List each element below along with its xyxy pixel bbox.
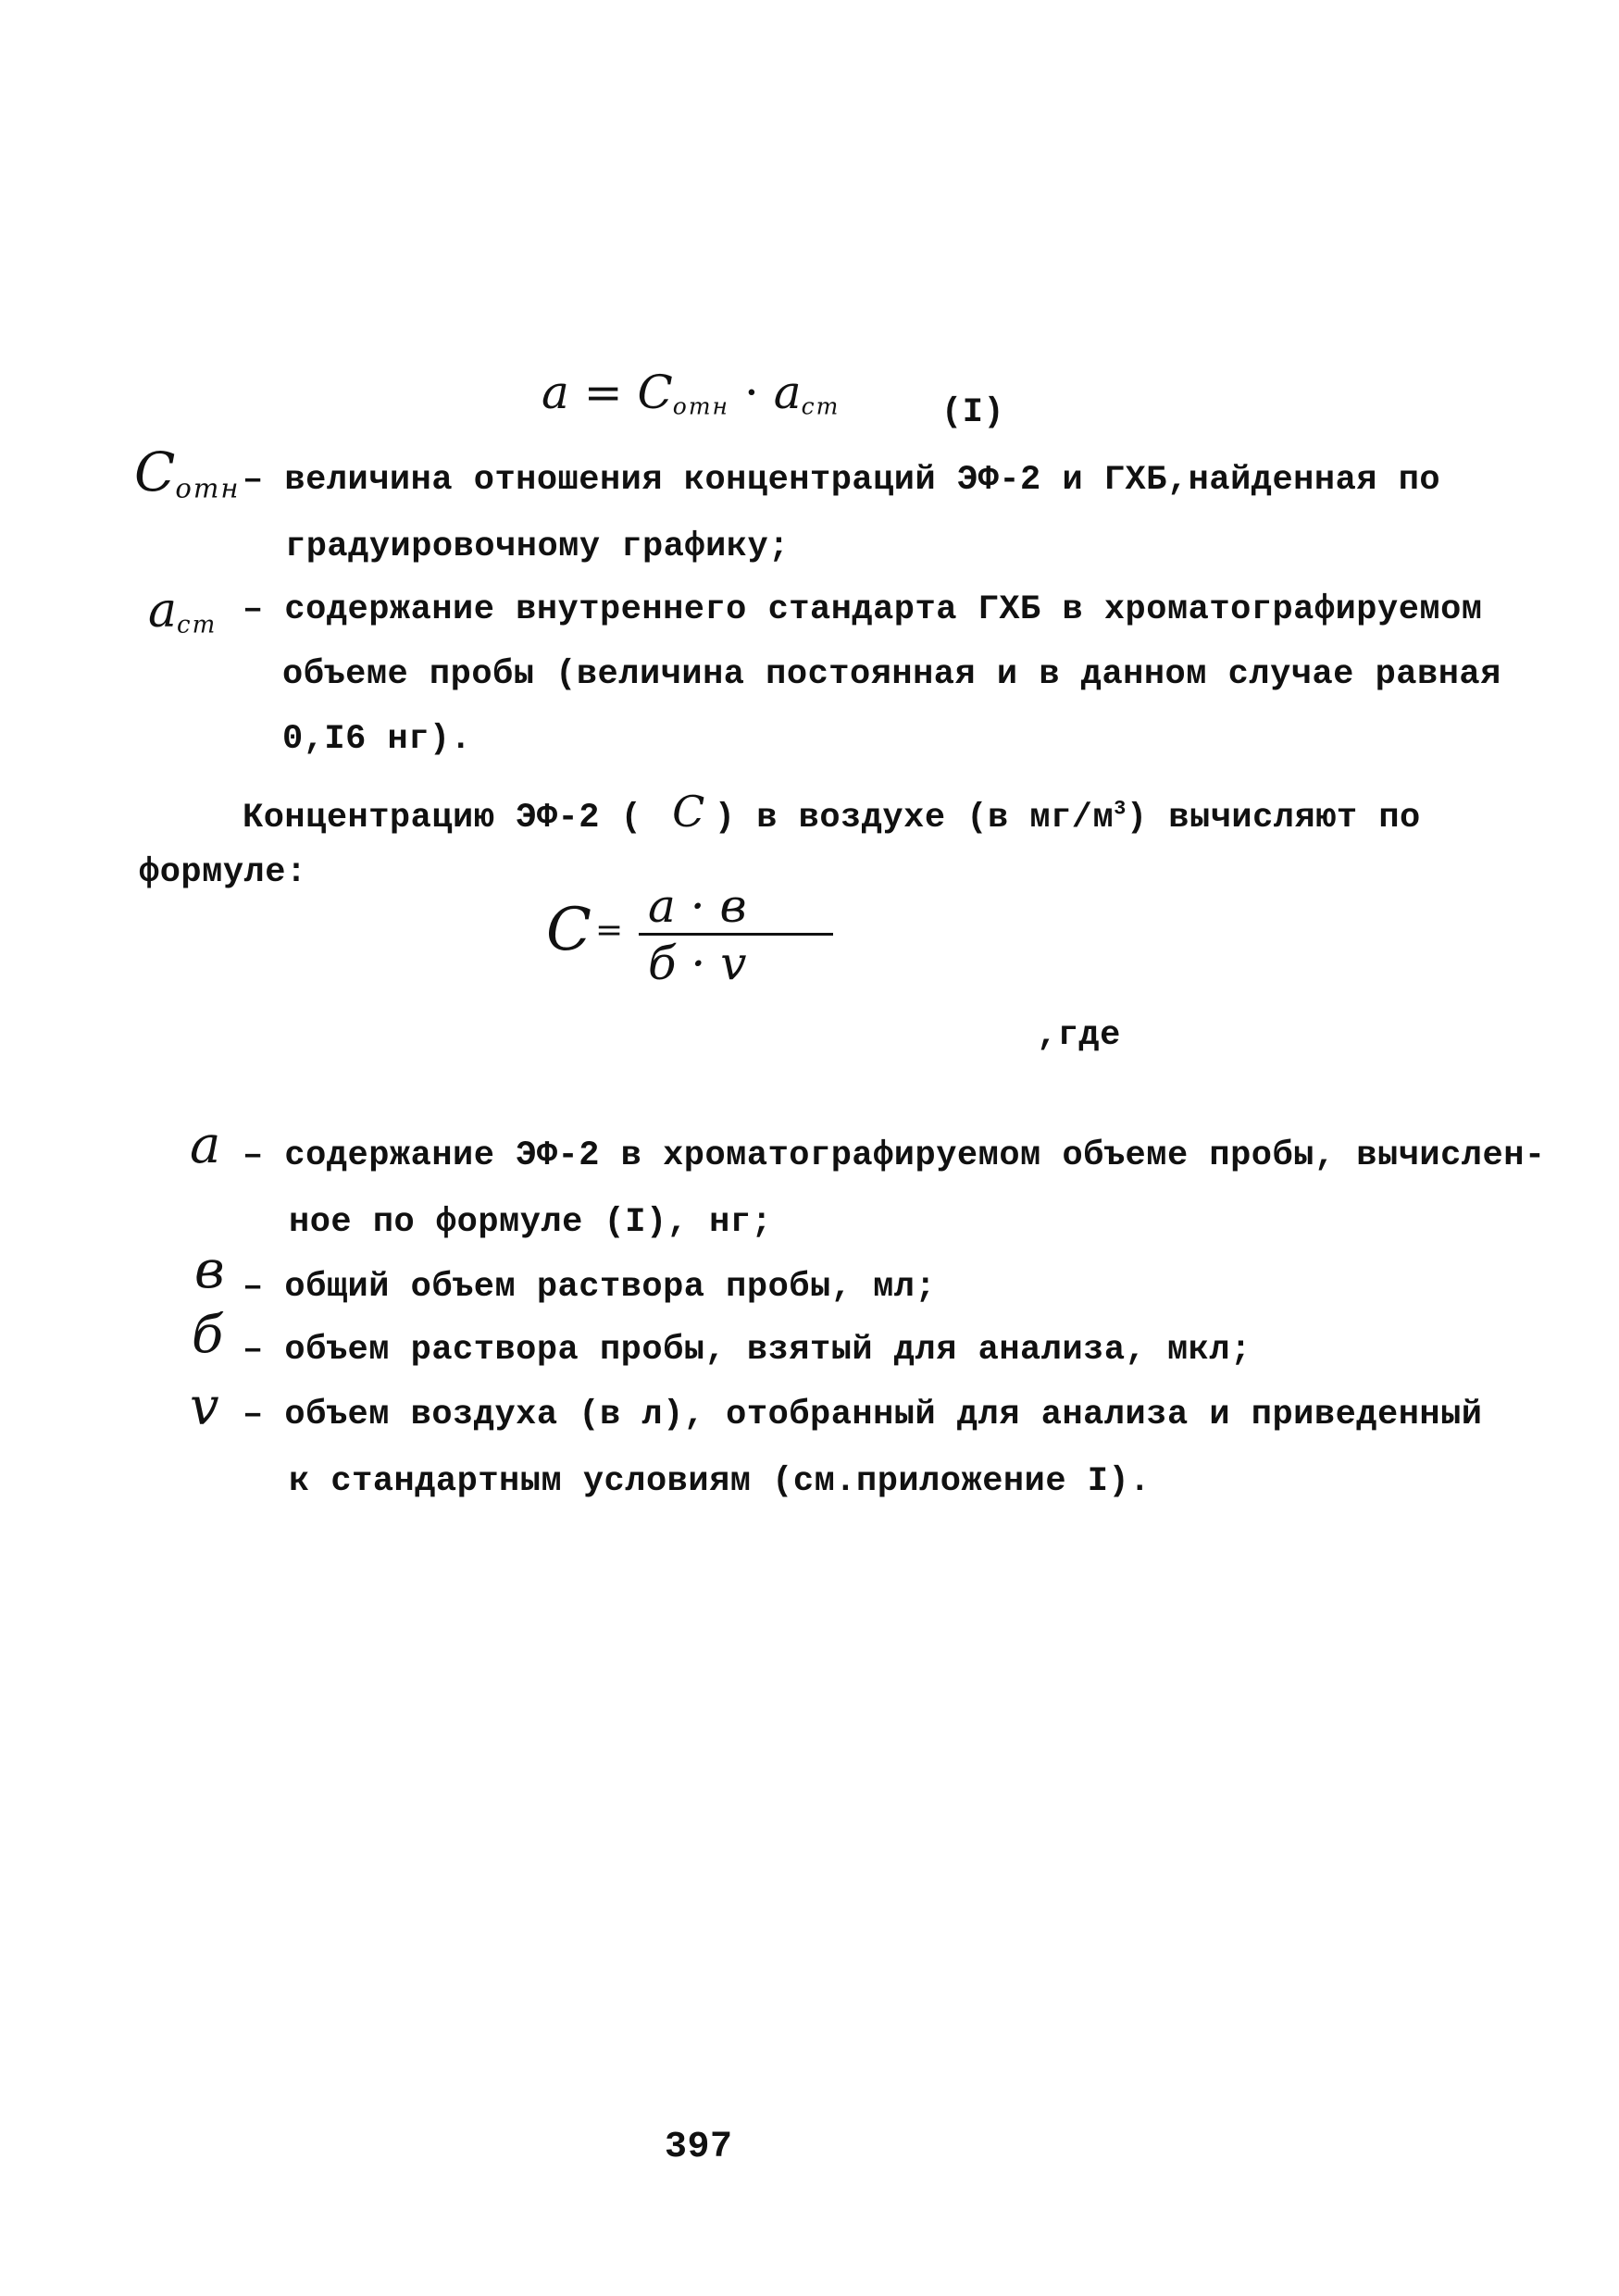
page-number: 397 [665, 2127, 733, 2168]
def-v-symbol: v [190, 1377, 219, 1437]
def-delta-line-1: – объем раствора пробы, взятый для анализа, мкл; [243, 1331, 1252, 1370]
paragraph-sup: 3 [1114, 797, 1127, 821]
formula-1-c-sub: отн [672, 392, 730, 420]
formula-2-denominator: б · v [648, 937, 747, 990]
formula-2-fraction-line [639, 933, 833, 936]
def-act-symbol: $a_{ст}$ [148, 583, 218, 639]
def-cotn-line-1: – величина отношения концентраций ЭФ-2 и ГХБ,найденная по [243, 461, 1441, 500]
formula-1-eq: = [583, 366, 623, 419]
paragraph-line-1-b: ) в воздухе (в мг/м [714, 799, 1115, 838]
def-act-line-3: 0,I6 нг). [282, 720, 472, 759]
formula-1-a: a [542, 366, 569, 419]
formula-1-a2: a [773, 366, 802, 419]
def-act-line-1: – содержание внутреннего стандарта ГХБ в хроматографируемом [243, 590, 1483, 629]
def-a-line-1: – содержание ЭФ-2 в хроматографируемом объеме пробы, вычислен- [243, 1136, 1546, 1175]
formula-1-dot: · [743, 366, 759, 419]
def-a-line-2: ное по формуле (I), нг; [289, 1203, 773, 1242]
paragraph-line-1-a: Концентрацию ЭФ-2 ( [243, 799, 642, 838]
def-v-line-2: к стандартным условиям (см.приложение I). [289, 1462, 1151, 1501]
formula-2-where: ,где [1037, 1016, 1121, 1055]
def-b-symbol: в [194, 1240, 225, 1300]
paragraph-line-1 [243, 787, 1421, 838]
def-act-line-2: объеме пробы (величина постоянная и в данном случае равная [282, 655, 1501, 694]
formula-2-eq: = [595, 912, 624, 949]
formula-2-numerator: a · в [648, 879, 747, 933]
formula-1-number: (I) [941, 393, 1005, 432]
paragraph-line-1-c: ) вычисляют по [1126, 799, 1421, 838]
def-cotn-line-2: градуировочному графику; [285, 527, 790, 566]
paragraph-line-2: формуле: [139, 853, 307, 892]
formula-1 [542, 366, 840, 419]
paragraph-symbol-c: C [672, 787, 705, 837]
def-b-line-1: – общий объем раствора пробы, мл; [243, 1268, 937, 1307]
def-cotn-symbol: $C_{отн}$ [134, 441, 241, 504]
def-delta-symbol: б [192, 1305, 224, 1365]
def-v-line-1: – объем воздуха (в л), отобранный для анализа и приведенный [243, 1396, 1483, 1434]
formula-2-c: C [546, 896, 592, 964]
def-a-symbol: a [190, 1115, 221, 1175]
formula-1-a2-sub: ст [801, 392, 841, 420]
formula-1-c: C [637, 366, 673, 419]
